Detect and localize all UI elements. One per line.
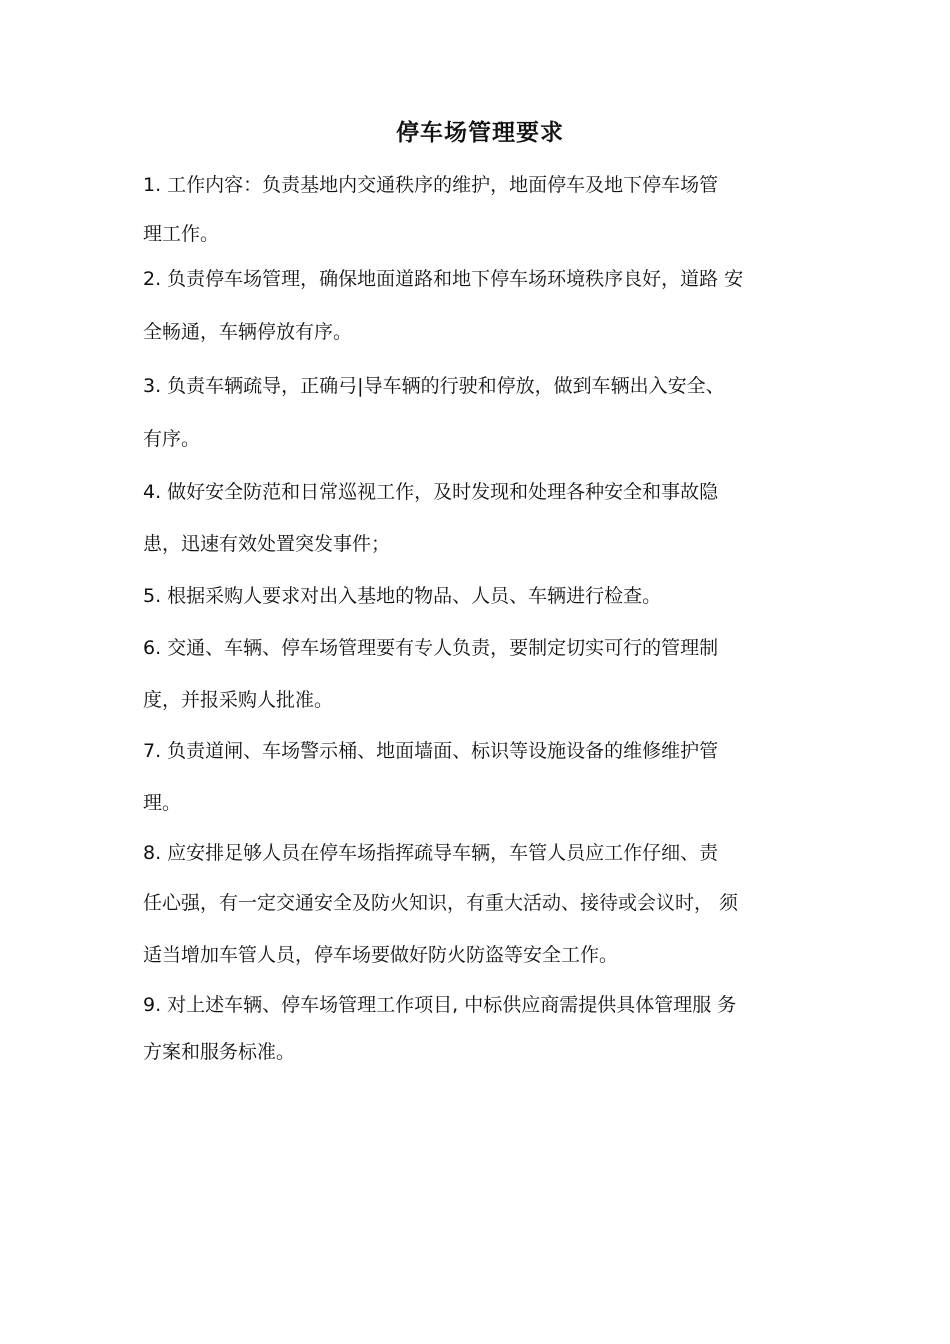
text-line: 5. 根据采购人要求对出入基地的物品、人员、车辆进行检查。 bbox=[143, 585, 662, 607]
text-line: 1. 工作内容：负责基地内交通秩序的维护，地面停车及地下停车场管 bbox=[143, 174, 719, 196]
text-line: 7. 负责道闸、车场警示桶、地面墙面、标识等设施设备的维修维护管 bbox=[143, 740, 719, 762]
text-line: 3. 负责车辆疏导，正确弓|导车辆的行驶和停放，做到车辆出入安全、 bbox=[143, 375, 725, 397]
text-line: 方案和服务标准。 bbox=[143, 1041, 296, 1063]
text-line: 患，迅速有效处置突发事件； bbox=[143, 533, 391, 555]
text-line: 6. 交通、车辆、停车场管理要有专人负责，要制定切实可行的管理制 bbox=[143, 637, 719, 659]
document-title: 停车场管理要求 bbox=[396, 120, 564, 146]
text-line: 全畅通，车辆停放有序。 bbox=[143, 321, 353, 343]
text-line: 2. 负责停车场管理，确保地面道路和地下停车场环境秩序良好，道路 安 bbox=[143, 268, 744, 290]
text-line: 8. 应安排足够人员在停车场指挥疏导车辆，车管人员应工作仔细、责 bbox=[143, 842, 719, 864]
text-line: 任心强，有一定交通安全及防火知识，有重大活动、接待或会议时， 须 bbox=[143, 892, 739, 914]
text-line: 理。 bbox=[143, 792, 182, 814]
text-line: 有序。 bbox=[143, 428, 201, 450]
text-line: 4. 做好安全防范和日常巡视工作，及时发现和处理各种安全和事故隐 bbox=[143, 481, 719, 503]
text-line: 9. 对上述车辆、停车场管理工作项目, 中标供应商需提供具体管理服 务 bbox=[143, 994, 737, 1016]
text-line: 度，并报采购人批准。 bbox=[143, 689, 334, 711]
text-line: 理工作。 bbox=[143, 223, 220, 245]
text-line: 适当增加车管人员，停车场要做好防火防盗等安全工作。 bbox=[143, 944, 619, 966]
